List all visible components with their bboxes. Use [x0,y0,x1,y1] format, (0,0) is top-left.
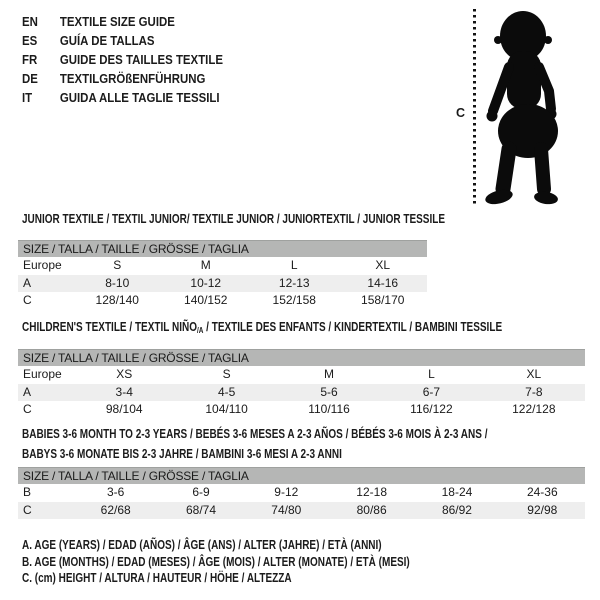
height-measure-label: C [456,106,466,120]
junior-table-title-text: JUNIOR TEXTILE / TEXTIL JUNIOR/ TEXTILE JUNIOR / JUNIORTEXTIL / JUNIOR TESSILE [22,212,446,226]
table-cell: 24-36 [526,485,558,499]
language-code: EN [22,14,38,29]
language-title: GUIDA ALLE TAGLIE TESSILI [59,90,220,105]
language-code: DE [22,71,38,86]
child-silhouette-icon [483,9,578,206]
language-title: GUÍA DE TALLAS [59,33,155,48]
footnote-a [22,537,507,554]
table-cell: 62/68 [100,502,131,517]
children-table-title [22,318,600,340]
table-cell: 3-6 [106,485,125,499]
table-cell: 116/122 [410,402,453,416]
language-list [22,12,250,107]
children-size-band: SIZE / TALLA / TAILLE / GRÖSSE / TAGLIA [18,349,585,366]
table-cell: 7-8 [525,384,543,399]
table-cell: 152/158 [272,293,316,307]
table-cell: 12-18 [356,485,387,499]
row-label: A [23,275,32,290]
footnote-b-text: B. AGE (MONTHS) / EDAD (MESES) / ÂGE (MOIS) / ALTER (MONATE) / ETÀ (MESI) [22,554,410,569]
size-column-header: L [428,367,435,381]
babies-size-band: SIZE / TALLA / TAILLE / GRÖSSE / TAGLIA [18,467,585,484]
children-title-subscript: /A [196,326,204,335]
junior-size-table [18,240,427,310]
size-column-header: M [324,367,335,381]
row-label: C [23,502,32,517]
table-cell: 6-9 [192,485,210,499]
children-size-table [18,349,585,419]
table-cell: 14-16 [367,275,399,290]
language-code: FR [22,52,38,67]
table-cell: 18-24 [441,485,473,499]
language-row-it [22,88,223,107]
size-column-header: XL [526,367,542,381]
region-label: Europe [23,367,62,381]
table-cell: 3-4 [115,384,133,399]
region-label: Europe [23,258,62,272]
table-cell: 12-13 [278,275,310,290]
language-row-es [22,31,223,50]
table-cell: 86/92 [441,502,472,517]
table-cell: 122/128 [512,402,556,416]
table-cell: 9-12 [274,485,299,499]
children-row-c [18,401,585,419]
babies-table-title [22,424,600,464]
row-label: C [23,402,32,416]
footnote-c-text: C. (cm) HEIGHT / ALTURA / HAUTEUR / HÖHE / ALTEZZA [22,571,292,585]
table-cell: 8-10 [105,275,130,290]
language-title: TEXTILE SIZE GUIDE [59,14,175,29]
footnotes [22,537,507,587]
language-title: GUIDE DES TAILLES TEXTILE [59,52,223,67]
table-cell: 110/116 [308,402,350,416]
language-row-en [22,12,223,31]
children-table-title-text [22,318,502,340]
footnote-a-text: A. AGE (YEARS) / EDAD (AÑOS) / ÂGE (ANS) / ALTER (JAHRE) / ETÀ (ANNI) [22,538,382,552]
row-label: A [23,384,32,399]
table-cell: 10-12 [190,275,222,290]
size-column-header: S [222,367,231,381]
footnote-c [22,570,507,587]
table-cell: 4-5 [217,384,236,399]
size-column-header: XS [116,367,133,381]
language-code: IT [22,90,33,105]
table-cell: 98/104 [105,402,143,416]
children-row-a [18,384,585,402]
language-row-fr [22,50,223,69]
junior-header-row [18,257,427,275]
table-cell: 158/170 [361,293,405,307]
row-label: C [23,293,32,307]
junior-size-band: SIZE / TALLA / TAILLE / GRÖSSE / TAGLIA [18,240,427,257]
junior-row-a [18,275,427,293]
row-label: B [23,485,32,499]
size-column-header: S [113,258,122,272]
footnote-b [22,554,507,571]
children-header-row [18,366,585,384]
babies-size-table [18,467,585,519]
babies-table-title-line1: BABIES 3-6 MONTH TO 2-3 YEARS / BEBÉS 3-6 MESES A 2-3 AÑOS / BÉBÉS 3-6 MOIS À 2-3 ANS / [22,427,488,441]
table-cell: 6-7 [422,384,441,399]
babies-table-title-line2: BABYS 3-6 MONATE BIS 2-3 JAHRE / BAMBINI 3-6 MESI A 2-3 ANNI [22,447,342,461]
height-measure-dotted-line [473,9,476,206]
language-row-de [22,69,223,88]
size-column-header: XL [375,258,391,272]
junior-table-title [22,210,551,229]
table-cell: 140/152 [184,293,228,307]
table-cell: 92/98 [527,502,558,517]
table-cell: 80/86 [356,502,387,517]
language-code: ES [22,33,38,48]
children-title-main: CHILDREN'S TEXTILE / TEXTIL NIÑO [22,320,197,334]
language-title: TEXTILGRÖßENFÜHRUNG [59,71,206,86]
babies-row-c [18,502,585,520]
table-cell: 68/74 [185,502,216,517]
table-cell: 74/80 [271,502,302,517]
table-cell: 5-6 [320,384,338,399]
junior-row-c [18,292,427,310]
children-title-rest: / TEXTILE DES ENFANTS / KINDERTEXTIL / BAMBINI TESSILE [203,320,503,334]
size-column-header: L [290,258,298,272]
table-cell: 104/110 [205,402,248,416]
babies-row-b [18,484,585,502]
size-column-header: M [200,258,211,272]
table-cell: 128/140 [95,293,139,307]
